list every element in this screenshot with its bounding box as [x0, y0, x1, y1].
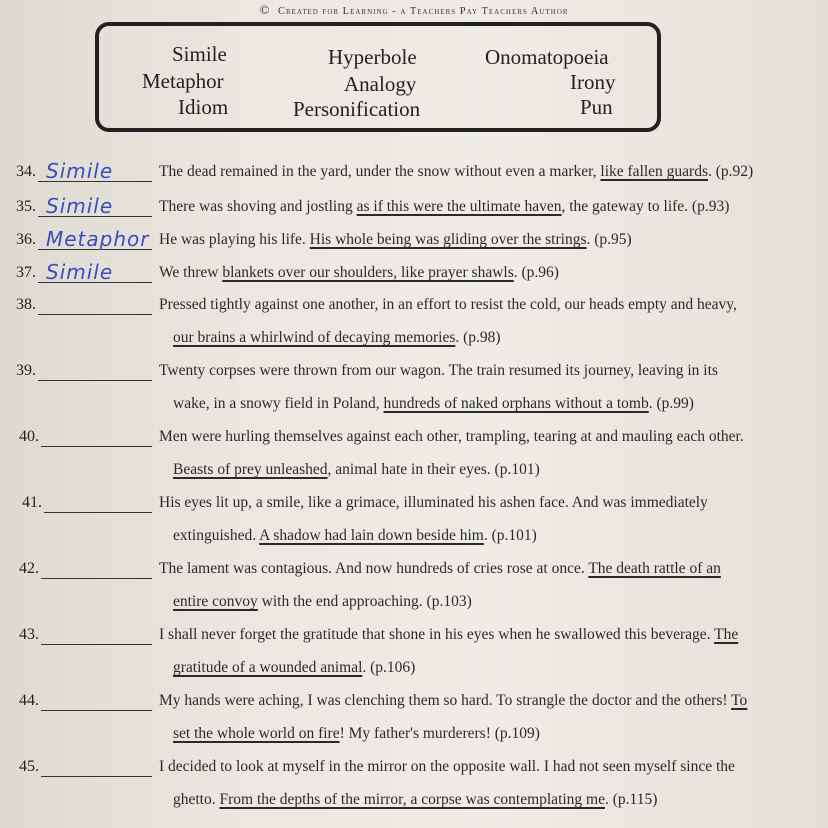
text-segment: , animal hate in their eyes. (p.101)	[327, 461, 540, 478]
text-segment: ! My father's murderers! (p.109)	[339, 725, 540, 742]
question-text-line	[159, 296, 737, 314]
question-number: 38.	[16, 296, 36, 313]
underlined-figure: blankets over our shoulders, like prayer shawls	[222, 264, 514, 281]
underlined-figure: From the depths of the mirror, a corpse was contemplating me	[219, 791, 605, 808]
underlined-figure: entire convoy	[173, 593, 258, 610]
question-text-line	[159, 163, 753, 181]
answer-blank[interactable]	[44, 512, 152, 513]
text-segment: The dead remained in the yard, under the snow without even a marker,	[159, 163, 601, 180]
question-number: 37.	[16, 264, 36, 281]
underlined-figure: our brains a whirlwind of decaying memories	[173, 329, 456, 346]
answer-blank[interactable]	[41, 644, 152, 645]
text-segment: . (p.95)	[586, 231, 632, 248]
answer-blank[interactable]	[41, 446, 152, 447]
underlined-figure: hundreds of naked orphans without a tomb	[383, 395, 649, 412]
text-segment: We threw	[159, 264, 223, 281]
underlined-figure: set the whole world on fire	[173, 725, 340, 742]
question-text-line	[173, 461, 540, 479]
word-bank-term: Simile	[172, 42, 227, 66]
text-segment: There was shoving and jostling	[159, 198, 357, 215]
text-segment: His eyes lit up, a smile, like a grimace, illuminated his ashen face. And was immediately	[159, 494, 708, 511]
answer-blank[interactable]	[41, 578, 152, 579]
answer-blank[interactable]	[38, 314, 152, 315]
question-text-line	[159, 560, 721, 578]
text-segment: My hands were aching, I was clenching them so hard. To strangle the doctor and the others!	[159, 692, 732, 709]
underlined-figure: The	[714, 626, 739, 643]
underlined-figure: gratitude of a wounded animal	[173, 659, 363, 676]
handwritten-answer: Simile	[46, 260, 114, 284]
question-text-line	[159, 231, 632, 249]
word-bank-term: Irony	[570, 70, 616, 94]
question-number: 36.	[16, 231, 36, 248]
copyright-icon: ©	[259, 2, 271, 17]
text-segment: . (p.92)	[708, 163, 754, 180]
text-segment: with the end approaching. (p.103)	[257, 593, 472, 610]
underlined-figure: A shadow had lain down beside him	[259, 527, 484, 544]
question-text-line	[159, 362, 718, 380]
question-text-line	[173, 527, 537, 545]
header-text: Created for Learning - a Teachers Pay Teachers Author	[277, 6, 569, 17]
text-segment: The lament was contagious. And now hundreds of cries rose at once.	[159, 560, 589, 577]
text-segment: . (p.99)	[648, 395, 694, 412]
handwritten-answer: Simile	[46, 194, 114, 218]
text-segment: extinguished.	[173, 527, 260, 544]
question-number: 39.	[16, 362, 36, 379]
question-text-line	[173, 593, 472, 611]
handwritten-answer: Metaphor	[46, 227, 150, 251]
word-bank-term: Pun	[580, 95, 613, 119]
answer-blank[interactable]	[41, 776, 152, 777]
question-text-line	[173, 329, 501, 347]
question-text-line	[173, 791, 657, 809]
text-segment: . (p.101)	[483, 527, 537, 544]
underlined-figure: as if this were the ultimate haven	[356, 198, 562, 215]
text-segment: wake, in a snowy field in Poland,	[173, 395, 384, 412]
question-text-line	[159, 494, 708, 512]
copyright-header	[0, 0, 828, 22]
question-text-line	[173, 725, 540, 743]
word-bank-term: Hyperbole	[328, 45, 417, 69]
underlined-figure: The death rattle of an	[588, 560, 721, 577]
text-segment: Twenty corpses were thrown from our wagon. The train resumed its journey, leaving in its	[159, 362, 718, 379]
question-number: 44.	[19, 692, 39, 709]
underlined-figure: Beasts of prey unleashed	[173, 461, 328, 478]
question-number: 45.	[19, 758, 39, 775]
answer-blank[interactable]	[38, 380, 152, 381]
text-segment: I shall never forget the gratitude that shone in his eyes when he swallowed this beverage.	[159, 626, 715, 643]
question-text-line	[159, 264, 559, 282]
text-segment: . (p.96)	[513, 264, 559, 281]
text-segment: Pressed tightly against one another, in an effort to resist the cold, our heads empty and heavy,	[159, 296, 737, 313]
question-number: 43.	[19, 626, 39, 643]
question-text-line	[173, 395, 694, 413]
question-number: 42.	[19, 560, 39, 577]
question-text-line	[173, 659, 415, 677]
question-number: 40.	[19, 428, 39, 445]
text-segment: ghetto.	[173, 791, 220, 808]
answer-blank[interactable]	[41, 710, 152, 711]
text-segment: , the gateway to life. (p.93)	[561, 198, 730, 215]
question-number: 41.	[22, 494, 42, 511]
text-segment: . (p.98)	[455, 329, 501, 346]
question-text-line	[159, 428, 744, 446]
text-segment: Men were hurling themselves against each other, trampling, tearing at and mauling each other.	[159, 428, 744, 445]
text-segment: I decided to look at myself in the mirror on the opposite wall. I had not seen myself since the	[159, 758, 735, 775]
underlined-figure: To	[731, 692, 748, 709]
underlined-figure: His whole being was gliding over the strings	[309, 231, 587, 248]
question-number: 35.	[16, 198, 36, 215]
question-text-line	[159, 692, 747, 710]
text-segment: He was playing his life.	[159, 231, 310, 248]
word-bank-term: Personification	[293, 97, 421, 121]
word-bank-term: Onomatopoeia	[485, 45, 609, 69]
text-segment: . (p.106)	[362, 659, 416, 676]
word-bank-term: Idiom	[178, 95, 229, 119]
question-number: 34.	[16, 163, 36, 180]
text-segment: . (p.115)	[605, 791, 658, 808]
underlined-figure: like fallen guards	[600, 163, 709, 180]
question-text-line	[159, 198, 729, 216]
handwritten-answer: Simile	[46, 159, 114, 183]
word-bank-term: Metaphor	[142, 69, 224, 93]
word-bank-term: Analogy	[344, 72, 417, 96]
question-text-line	[159, 758, 735, 776]
question-text-line	[159, 626, 738, 644]
